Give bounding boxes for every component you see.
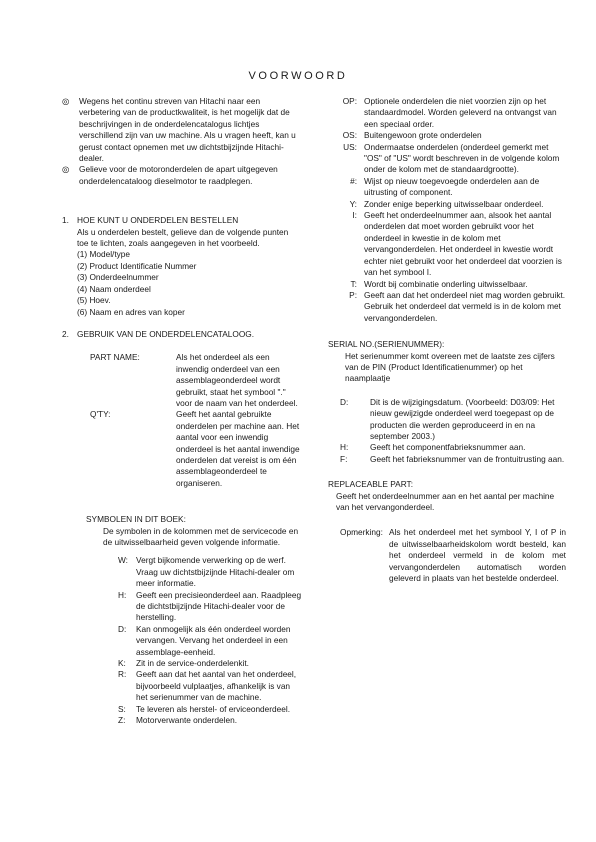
symbol-item-w: W: Vergt bijkomende verwerking op de werf. Vraag uw dichtstbijzijnde Hitachi-dealer om meer informatie. (118, 555, 295, 589)
double-circle-icon: ◎ (62, 96, 70, 106)
page-title: VOORWOORD (248, 70, 348, 82)
symbol-item-h: H: Geeft een precisieonderdeel aan. Raadpleeg de dichtstbijzijnde Hitachi-dealer voor de herstelling. (118, 589, 302, 623)
right-column (328, 96, 566, 584)
remark: Opmerking: Als het onderdeel met het symbool Y, I of P in de uitwisselbaarheidskolom wordt besteld, kan het onderdeel vermeld in de kolom met vervangonderdelen automatisch worden geleverd in plaats van het bestelde onderdeel. (340, 527, 566, 584)
symbols-heading: SYMBOLEN IN DIT BOEK: (86, 514, 186, 525)
symbol-item-hash: #: Wijst op nieuw toegevoegde onderdelen aan de uitrusting of component. (350, 175, 540, 198)
section-1-heading: 1. HOE KUNT U ONDERDELEN BESTELLEN (62, 215, 239, 226)
symbol-item-os: OS: Buitengewoon grote onderdelen (342, 130, 482, 141)
serial-item-h: H: Geeft het componentfabrieksnummer aan. (340, 442, 526, 453)
symbol-item-i: I: Geeft het onderdeelnummer aan, alsook het aantal onderdelen dat moet worden gebruikt voor het onderdeel in kwestie in de kolom met vervangonderdelen. Het onderdeel in kwestie wordt echter niet gebruikt voor het onderdeel dat voorzien is van het symbool I. (352, 210, 562, 278)
serial-body: Het serienummer komt overeen met de laatste zes cijfers van de PIN (Product Identificatienummer) op het naamplaatje (345, 350, 555, 384)
list-item: (2) Product Identificatie Nummer (77, 260, 197, 271)
symbol-item-k: K: Zit in de service-onderdelenkit. (118, 658, 249, 669)
list-item: (5) Hoev. (77, 295, 111, 306)
serial-item-d: D: Dit is de wijzigingsdatum. (Voorbeeld: D03/09: Het nieuw gewijzigde onderdeel werd toegepast op de producten die werden geproduceerd in en na september 2003.) (340, 396, 555, 441)
section-1-body: Als u onderdelen bestelt, gelieve dan de volgende punten toe te lichten, zoals aangegeven in het voorbeeld. (77, 226, 289, 249)
serial-heading: SERIAL NO.(SERIENUMMER): (328, 339, 445, 350)
list-item: (1) Model/type (77, 249, 131, 260)
list-item: (4) Naam onderdeel (77, 283, 151, 294)
symbol-item-p: P: Geeft aan dat het onderdeel niet mag worden gebruikt. Gebruik het onderdeel dat vermeld is in de kolom met vervangonderdelen. (349, 289, 566, 323)
symbol-item-s: S: Te leveren als herstel- of erviceonderdeel. (118, 703, 291, 714)
replaceable-heading: REPLACEABLE PART: (328, 479, 414, 490)
intro-paragraph-1: ◎ Wegens het continu streven van Hitachi naar een verbetering van de productkwaliteit, is het mogelijk dat de beschrijvingen in de onderdelencatalogus lichtjes verschillend zijn van uw machine. Als u vragen heeft, kan u gerust contact opnemen met uw dichtstbijzijnde Hitachi-dealer. (62, 96, 296, 164)
order-items-list (62, 249, 302, 317)
symbol-item-d: D: Kan onmogelijk als één onderdeel worden vervangen. Vervang het onderdeel in een assemblage-eenheid. (118, 623, 291, 657)
double-circle-icon: ◎ (62, 164, 70, 175)
symbol-item-y: Y: Zonder enige beperking uitwisselbaar onderdeel. (349, 198, 544, 209)
symbols-intro: De symbolen in de kolommen met de servicecode en de uitwisselbaarheid geven volgende informatie. (103, 525, 299, 547)
symbol-item-z: Z: Motorverwante onderdelen. (118, 715, 238, 726)
symbol-item-us: US: Ondermaatse onderdelen (onderdeel gemerkt met "OS" of "US" wordt beschreven in de volgende kolom onder de kolom met de standaardgrootte). (343, 141, 560, 175)
list-item: (3) Onderdeelnummer (77, 272, 159, 283)
symbols-section (62, 514, 302, 726)
serial-item-f: F: Geeft het fabrieksnummer van de frontuitrusting aan. (340, 453, 565, 464)
section-2-heading: 2. GEBRUIK VAN DE ONDERDELENCATALOOG. (62, 328, 255, 339)
intro-paragraph-2: ◎ Gelieve voor de motoronderdelen de apart uitgegeven onderdelencataloog dieselmotor te raadplegen. (62, 164, 278, 186)
definition-part-name: PART NAME: Als het onderdeel als een inwendig onderdeel van een assemblageonderdeel wordt gebruikt, staat het symbool "." voor de naam van het onderdeel. (90, 352, 298, 408)
symbol-item-t: T: Wordt bij combinatie onderling uitwisselbaar. (350, 278, 528, 289)
symbol-item-r: R: Geeft aan dat het aantal van het onderdeel, bijvoorbeeld vulplaatjes, afhankelijk is van het serienummer van de machine. (118, 669, 297, 703)
list-item: (6) Naam en adres van koper (77, 306, 185, 317)
definition-qty: Q'TY: Geeft het aantal gebruikte onderdelen per machine aan. Het aantal voor een inwendig onderdeel is het aantal inwendige onderdelen dat vereist is om één assemblageonderdeel te organiseren. (90, 409, 300, 488)
replaceable-body: Geeft het onderdeelnummer aan en het aantal per machine van het vervangonderdeel. (336, 490, 555, 512)
left-column (62, 96, 302, 727)
symbol-item-op: OP: Optionele onderdelen die niet voorzien zijn op het standaardmodel. Worden geleverd na ontvangst van een speciaal order. (342, 96, 557, 129)
